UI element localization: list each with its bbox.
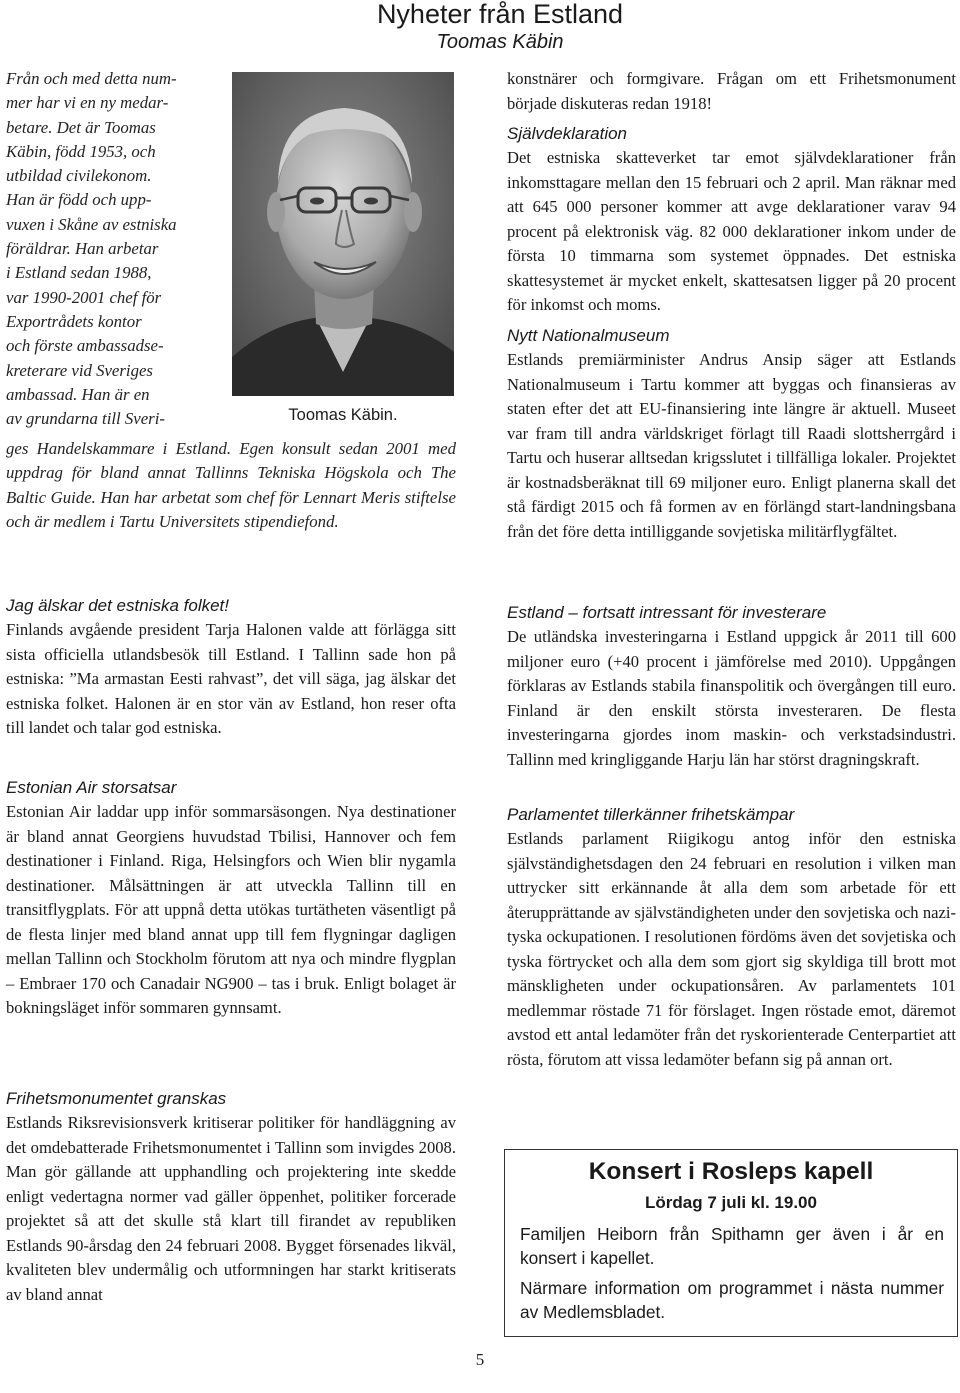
section-frihetsmonumentet	[6, 1087, 456, 1307]
portrait-image	[232, 72, 454, 396]
intro-text-continued: ges Handelskammare i Estland. Egen konsult sedan 2001 med uppdrag för bland annat Tallinns Tekniska Högskola och The Baltic Guide. Han har arbetat som chef för Lennart Meris stiftelse och är medlem i Tartu Universitets stipendiefond.	[6, 439, 456, 531]
intro-line: Käbin, född 1953, och	[6, 141, 156, 161]
intro-line: i Estland sedan 1988,	[6, 263, 152, 283]
intro-line: vuxen i Skåne av estniska	[6, 214, 177, 234]
section-body: Estlands premiärminister Andrus Ansip säger att Estlands Nationalmuseum i Tartu kommer att byggas och finansieras av staten efter det att EU-finansiering inte längre är aktuell. Museet var fram till andra världskriget förlagt till Raadi slottsherrgård i Tartu och huserar alltsedan krigsslutet i tillfälliga lokaler. Projektet är kostnadsberäknat till 69 miljoner euro. Enligt planerna skall det stå färdigt 2015 och få formen av en förlängd start-landningsbana från det före detta intilliggande sovjetiska militärflygfältet.	[507, 350, 956, 541]
intro-line: kreterare vid Sveriges	[6, 360, 153, 380]
concert-more-info: Närmare information om programmet i nästa nummer av Medlemsbladet.	[520, 1278, 944, 1322]
section-body: Finlands avgående president Tarja Halonen valde att förlägga sitt sista officiella utlandsbesök till Estland. I Tallinn sade hon på estniska: ”Ma armastan Eesti rahvast”, det vill säga, jag älskar det estniska folket. Halonen är en stor vän av Estland, hon reser ofta till landet och talar god estniska.	[6, 620, 456, 737]
section-frihetskampar	[507, 803, 956, 1072]
section-nationalmuseum	[507, 324, 956, 544]
section-investerare	[507, 601, 956, 772]
intro-line: betare. Det är Toomas	[6, 117, 156, 137]
section-frihetsmonument-continued	[507, 67, 956, 116]
section-heading: Estonian Air storsatsar	[6, 778, 177, 797]
concert-description: Familjen Heiborn från Spithamn ger även i år en konsert i kapellet.	[520, 1224, 944, 1268]
concert-date: Lördag 7 juli kl. 19.00	[645, 1193, 817, 1212]
section-estonian-air	[6, 776, 456, 1021]
section-heading: Parlamentet tillerkänner frihetskämpar	[507, 805, 795, 824]
article-title: Nyheter från Estland	[376, 0, 624, 29]
section-body: konstnärer och formgivare. Frågan om ett Frihetsmonument började diskuteras redan 1918!	[507, 69, 956, 113]
section-heading: Estland – fortsatt intressant för investerare	[507, 603, 827, 622]
section-body: De utländska investeringarna i Estland uppgick år 2011 till 600 miljoner euro (+40 procent i jämförelse med 2010). Uppgången förklaras av Estlands stabila finanspolitik och övergången till euro. Finland är den enskilt största investeraren. De flesta investeringarna gjordes inom maskin- och verkstadsindustri. Tallinn med kringliggande Harju län har störst dragningskraft.	[507, 627, 956, 769]
intro-line: ambassad. Han är en	[6, 384, 150, 404]
section-heading: Frihetsmonumentet granskas	[6, 1089, 227, 1108]
section-heading: Självdeklaration	[507, 124, 628, 143]
intro-line: Han är född och upp-	[6, 190, 152, 210]
page-number: 5	[475, 1350, 485, 1369]
section-sjalvdeklaration	[507, 122, 956, 318]
intro-line: var 1990-2001 chef för	[6, 287, 162, 307]
intro-line: av grundarna till Sveri-	[6, 409, 165, 429]
intro-line: föräldrar. Han arbetar	[6, 239, 159, 259]
section-body: Estonian Air laddar upp inför sommarsäsongen. Nya destinationer är bland annat Georgiens huvudstad Tbilisi, Hannover och fem destinationer i Finland. Riga, Helsingfors och Wien blir nygamla destinationer. Målsättningen är att utveckla Tallinn till en transitflygplats. För att uppnå detta utökas turtätheten väsentligt på de flesta linjer med bland annat upp till fem flygningar dagligen mellan Tallinn och Stockholm förutom att nya och mindre flygplan – Embraer 170 och Canadair NG900 – tas i bruk. Enligt bolaget är bokningsläget inför sommaren gynnsamt.	[6, 802, 456, 1017]
section-heading: Jag älskar det estniska folket!	[6, 596, 230, 615]
section-heading: Nytt Nationalmuseum	[507, 326, 670, 345]
section-body: Estlands Riksrevisionsverk kritiserar politiker för handläggning av det omdebatterade Frihetsmonumentet i Tallinn som invigdes 2008. Man gör gällande att upphandling och projektering inte skedde enligt vedertagna normer vad gäller öppenhet, politiker forcerade projektet så att det skulle stå klart till firandet av republiken Estlands 90-årsdag den 24 februari 2008. Bygget försenades likväl, kvaliteten blev undermålig och utformningen har starkt kritiserats av bland annat	[6, 1113, 456, 1304]
intro-line: utbildad civilekonom.	[6, 166, 152, 186]
photo-caption: Toomas Käbin.	[288, 406, 398, 424]
intro-line: och förste ambassadse-	[6, 336, 164, 356]
section-body: Estlands parlament Riigikogu antog inför den estniska självständighetsdagen den 24 februari en resolution i vilken man uttrycker sitt erkännande åt alla dem som arbetade för ett återupprättande av självständigheten under den sovjetiska och nazi-tyska ockupationen. I resolutionen fördöms även det sovjetiska och tyska förtrycket och alla dem som gjort sig skyldiga till brott mot mänskligheten under ockupationsåren. Av parlamentets 101 medlemmar röstade 71 för förslaget. Ingen röstade emot, däremot avstod ett antal ledamöter från det ryskorienterade Centerpartiet att rösta, förutom att vissa ledamöter befann sig på annan ort.	[507, 829, 956, 1069]
intro-line: Exportrådets kontor	[6, 311, 142, 331]
intro-line: mer har vi en ny medar-	[6, 93, 169, 113]
article-author: Toomas Käbin	[436, 31, 564, 53]
intro-line: Från och med detta num-	[6, 69, 177, 88]
concert-announcement-box	[504, 1149, 958, 1337]
portrait-photo	[232, 72, 454, 396]
section-halonen	[6, 594, 456, 741]
concert-title: Konsert i Rosleps kapell	[588, 1158, 874, 1185]
section-body: Det estniska skatteverket tar emot självdeklarationer från inkomsttagare mellan den 15 februari och 2 april. Man räknar med att 645 000 personer kommer att avge deklarationer varav 94 procent på elektronisk väg. 82 000 deklarationer inkom under de första 10 timmarna som systemet öppnades. Det estniska skattesystemet är mycket enkelt, skattesatsen ligger på 20 procent för inkomst och moms.	[507, 148, 956, 314]
